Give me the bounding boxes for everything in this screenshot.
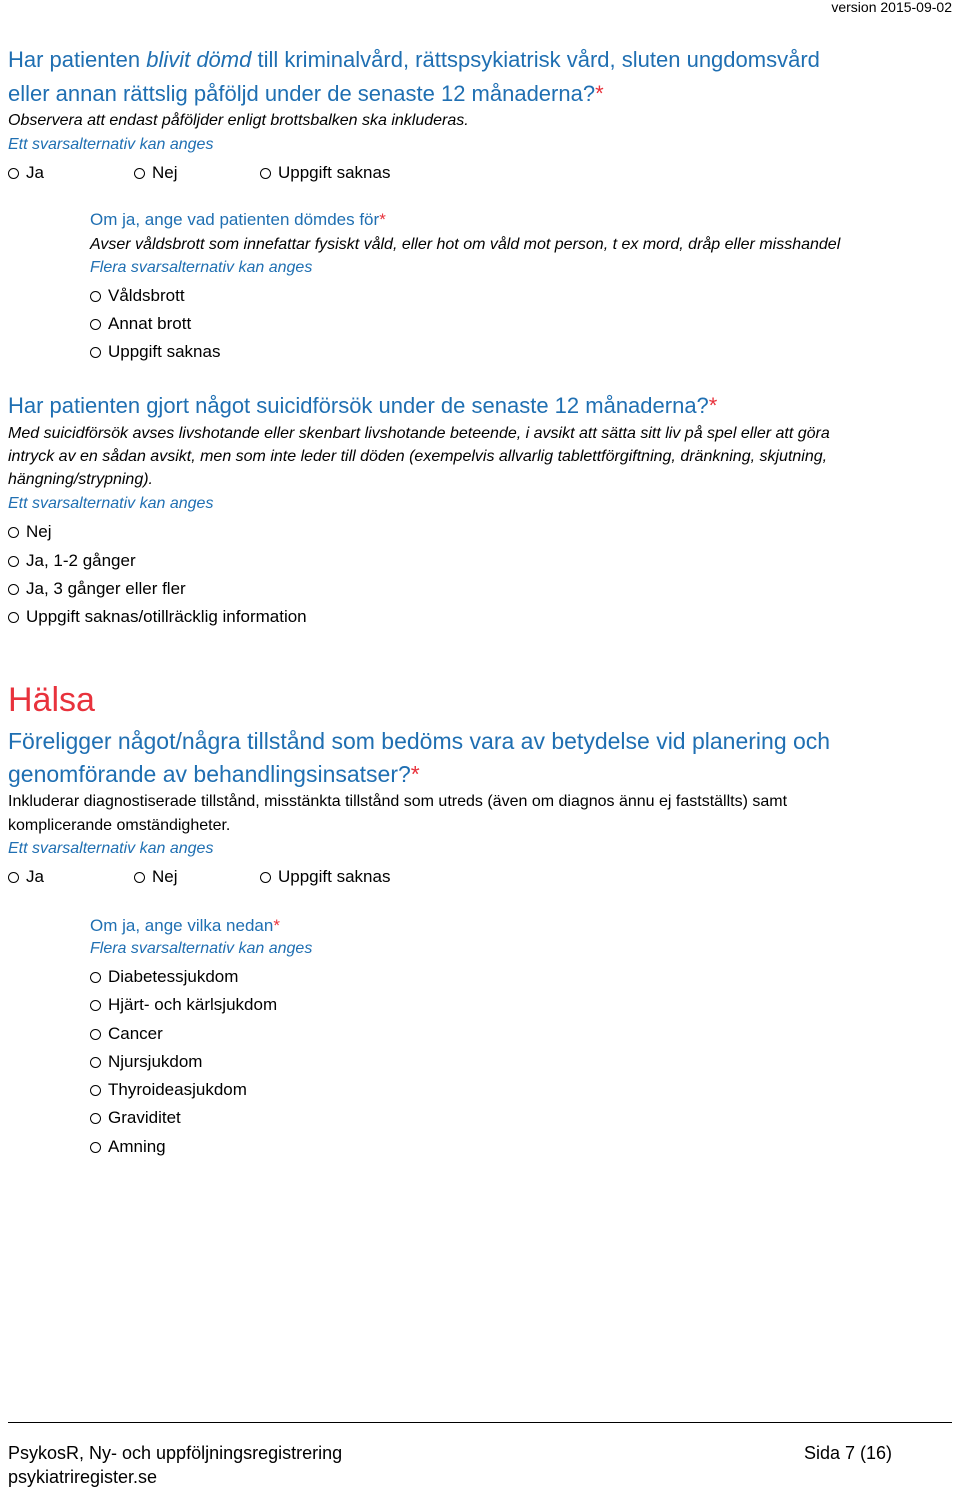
option-label: Nej bbox=[152, 163, 178, 182]
question-note-line: Med suicidförsök avses livshotande eller skenbart livshotande beteende, i avsikt att sätta sitt liv på spel eller att göra bbox=[8, 425, 830, 442]
question-title-sentence bbox=[8, 43, 820, 76]
question-title-part: Har patienten bbox=[8, 47, 147, 72]
required-asterisk: * bbox=[410, 761, 420, 787]
option-circle-icon bbox=[90, 347, 101, 358]
question-title-emphasis: blivit dömd bbox=[146, 47, 252, 72]
radio-option-nej[interactable] bbox=[134, 867, 178, 887]
option-circle-icon bbox=[90, 1000, 101, 1011]
option-circle-icon bbox=[90, 1113, 101, 1124]
option-label: Njursjukdom bbox=[108, 1052, 203, 1071]
answer-instruction: Ett svarsalternativ kan anges bbox=[8, 136, 214, 153]
option-label: Thyroideasjukdom bbox=[108, 1080, 247, 1099]
option-circle-icon bbox=[90, 1057, 101, 1068]
radio-option-nej[interactable] bbox=[8, 522, 52, 542]
sub-question-text: Om ja, ange vad patienten dömdes för bbox=[90, 210, 380, 229]
radio-circle-icon bbox=[260, 872, 271, 883]
question-note-line: Inkluderar diagnostiserade tillstånd, misstänkta tillstånd som utreds (även om diagnos ännu ej fastställts) samt bbox=[8, 793, 788, 810]
checkbox-option-thyroidea[interactable] bbox=[90, 1080, 247, 1100]
radio-option-ja-3-plus[interactable] bbox=[8, 579, 186, 599]
version-label: version 2015-09-02 bbox=[831, 0, 952, 15]
option-circle-icon bbox=[90, 1142, 101, 1153]
option-label: Uppgift saknas bbox=[278, 163, 391, 182]
radio-circle-icon bbox=[8, 168, 19, 179]
radio-option-uppgift-saknas[interactable] bbox=[8, 607, 307, 627]
option-label: Uppgift saknas bbox=[278, 867, 391, 886]
radio-circle-icon bbox=[8, 584, 19, 595]
option-label: Ja, 1-2 gånger bbox=[26, 551, 136, 570]
section-title: Hälsa bbox=[8, 681, 95, 719]
footer-website: psykiatriregister.se bbox=[8, 1467, 158, 1487]
answer-instruction: Flera svarsalternativ kan anges bbox=[90, 259, 313, 276]
footer-page-number: Sida 7 (16) bbox=[804, 1443, 893, 1463]
answer-instruction: Ett svarsalternativ kan anges bbox=[8, 840, 214, 857]
question-title-line bbox=[8, 758, 420, 791]
radio-option-nej[interactable] bbox=[134, 163, 178, 183]
question-title-text: Har patienten gjort något suicidförsök under de senaste 12 månaderna? bbox=[8, 393, 709, 418]
radio-circle-icon bbox=[8, 612, 19, 623]
option-label: Graviditet bbox=[108, 1108, 181, 1127]
question-note-line: komplicerande omständigheter. bbox=[8, 817, 231, 834]
option-label: Hjärt- och kärlsjukdom bbox=[108, 995, 278, 1014]
checkbox-option-cancer[interactable] bbox=[90, 1024, 163, 1044]
checkbox-option-amning[interactable] bbox=[90, 1137, 166, 1157]
option-label: Våldsbrott bbox=[108, 286, 185, 305]
radio-circle-icon bbox=[8, 556, 19, 567]
option-label: Cancer bbox=[108, 1024, 163, 1043]
question-note-line: hängning/strypning). bbox=[8, 471, 153, 488]
answer-instruction: Flera svarsalternativ kan anges bbox=[90, 940, 313, 957]
footer-registry: PsykosR, Ny- och uppföljningsregistrering bbox=[8, 1443, 343, 1463]
radio-option-ja[interactable] bbox=[8, 163, 44, 183]
required-asterisk: * bbox=[595, 81, 604, 106]
checkbox-option-graviditet[interactable] bbox=[90, 1108, 181, 1128]
checkbox-option-valdsbrott[interactable] bbox=[90, 286, 185, 306]
radio-option-uppgift-saknas[interactable] bbox=[260, 867, 390, 887]
radio-circle-icon bbox=[260, 168, 271, 179]
question-title-part: till kriminalvård, rättspsykiatrisk vård, sluten ungdomsvård bbox=[251, 47, 820, 72]
question-note: Observera att endast påföljder enligt brottsbalken ska inkluderas. bbox=[8, 112, 469, 129]
question-title-part: eller annan rättslig påföljd under de senaste 12 månaderna? bbox=[8, 81, 596, 106]
sub-question-note: Avser våldsbrott som innefattar fysiskt våld, eller hot om våld mot person, t ex mord, dråp eller misshandel bbox=[90, 236, 841, 253]
option-label: Nej bbox=[152, 867, 178, 886]
required-asterisk: * bbox=[273, 916, 280, 935]
sub-question-title bbox=[90, 210, 386, 230]
option-circle-icon bbox=[90, 1029, 101, 1040]
option-circle-icon bbox=[90, 319, 101, 330]
option-label: Ja bbox=[26, 867, 44, 886]
question-title-line: Föreligger något/några tillstånd som bedöms vara av betydelse vid planering och bbox=[8, 728, 831, 754]
sub-question-text: Om ja, ange vilka nedan bbox=[90, 916, 274, 935]
footer-divider bbox=[8, 1422, 952, 1423]
checkbox-option-diabetes[interactable] bbox=[90, 967, 238, 987]
checkbox-option-njur[interactable] bbox=[90, 1052, 202, 1072]
question-note-line: intryck av en sådan avsikt, men som inte leder till döden (exempelvis allvarlig tablettförgiftning, dränkning, skjutning, bbox=[8, 448, 828, 465]
option-label: Diabetessjukdom bbox=[108, 967, 239, 986]
option-label: Annat brott bbox=[108, 314, 192, 333]
option-circle-icon bbox=[90, 291, 101, 302]
required-asterisk: * bbox=[708, 393, 718, 418]
option-label: Uppgift saknas bbox=[108, 342, 221, 361]
radio-circle-icon bbox=[8, 527, 19, 538]
radio-option-uppgift-saknas[interactable] bbox=[260, 163, 390, 183]
question-title-sentence-line2 bbox=[8, 77, 604, 110]
answer-instruction: Ett svarsalternativ kan anges bbox=[8, 495, 214, 512]
sub-question-title bbox=[90, 916, 280, 936]
question-title bbox=[8, 389, 717, 422]
option-label: Amning bbox=[108, 1137, 166, 1156]
option-label: Nej bbox=[26, 522, 52, 541]
option-label: Ja, 3 gånger eller fler bbox=[26, 579, 186, 598]
question-title-text: genomförande av behandlingsinsatser? bbox=[8, 761, 411, 787]
checkbox-option-uppgift-saknas[interactable] bbox=[90, 342, 220, 362]
radio-circle-icon bbox=[8, 872, 19, 883]
radio-option-ja[interactable] bbox=[8, 867, 44, 887]
option-circle-icon bbox=[90, 1085, 101, 1096]
radio-option-ja-1-2[interactable] bbox=[8, 551, 136, 571]
radio-circle-icon bbox=[134, 168, 145, 179]
option-circle-icon bbox=[90, 972, 101, 983]
checkbox-option-hjart-karl[interactable] bbox=[90, 995, 277, 1015]
checkbox-option-annat-brott[interactable] bbox=[90, 314, 191, 334]
option-label: Ja bbox=[26, 163, 44, 182]
required-asterisk: * bbox=[379, 210, 386, 229]
radio-circle-icon bbox=[134, 872, 145, 883]
option-label: Uppgift saknas/otillräcklig information bbox=[26, 607, 307, 626]
